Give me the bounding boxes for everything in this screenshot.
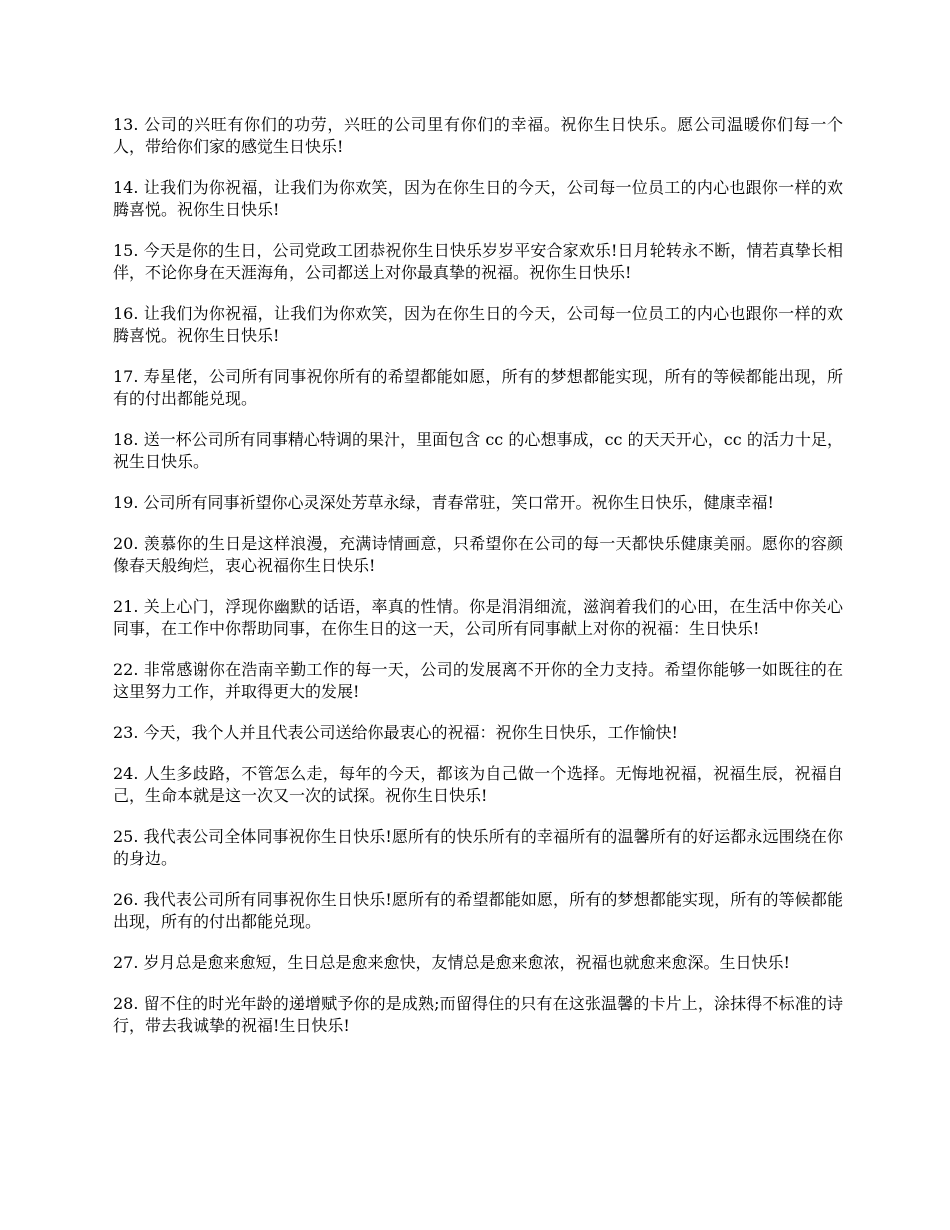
paragraph-23: 23. 今天，我个人并且代表公司送给你最衷心的祝福：祝你生日快乐，工作愉快!: [113, 723, 678, 742]
paragraph-17: 17. 寿星佬，公司所有同事祝你所有的希望都能如愿，所有的梦想都能实现，所有的等候都能出现，所有的付出都能兑现。: [113, 367, 843, 408]
paragraph-24: 24. 人生多歧路，不管怎么走，每年的今天，都该为自己做一个选择。无悔地祝福，祝福生辰，祝福自己，生命本就是这一次又一次的试探。祝你生日快乐!: [113, 764, 843, 805]
paragraph-26: 26. 我代表公司所有同事祝你生日快乐!愿所有的希望都能如愿，所有的梦想都能实现，所有的等候都能出现，所有的付出都能兑现。: [113, 890, 843, 931]
document-page: [113, 114, 843, 1056]
paragraph-21: 21. 关上心门，浮现你幽默的话语，率真的性情。你是涓涓细流，滋润着我们的心田，在生活中你关心同事，在工作中你帮助同事，在你生日的这一天，公司所有同事献上对你的祝福：生日快乐!: [113, 597, 843, 638]
paragraph-14: 14. 让我们为你祝福，让我们为你欢笑，因为在你生日的今天，公司每一位员工的内心也跟你一样的欢腾喜悦。祝你生日快乐!: [113, 178, 843, 219]
paragraph-18: 18. 送一杯公司所有同事精心特调的果汁，里面包含 cc 的心想事成，cc 的天天开心，cc 的活力十足，祝生日快乐。: [113, 430, 843, 471]
paragraph-27: 27. 岁月总是愈来愈短，生日总是愈来愈快，友情总是愈来愈浓，祝福也就愈来愈深。生日快乐!: [113, 953, 790, 972]
paragraph-20: 20. 羡慕你的生日是这样浪漫，充满诗情画意，只希望你在公司的每一天都快乐健康美丽。愿你的容颜像春天般绚烂，衷心祝福你生日快乐!: [113, 534, 843, 575]
paragraph-16: 16. 让我们为你祝福，让我们为你欢笑，因为在你生日的今天，公司每一位员工的内心也跟你一样的欢腾喜悦。祝你生日快乐!: [113, 304, 843, 345]
paragraph-19: 19. 公司所有同事祈望你心灵深处芳草永绿，青春常驻，笑口常开。祝你生日快乐，健康幸福!: [113, 493, 774, 512]
paragraph-22: 22. 非常感谢你在浩南辛勤工作的每一天，公司的发展离不开你的全力支持。希望你能够一如既往的在这里努力工作，并取得更大的发展!: [113, 660, 843, 701]
paragraph-28: 28. 留不住的时光年龄的递增赋予你的是成熟;而留得住的只有在这张温馨的卡片上，涂抹得不标准的诗行，带去我诚挚的祝福!生日快乐!: [113, 994, 843, 1035]
paragraph-15: 15. 今天是你的生日，公司党政工团恭祝你生日快乐岁岁平安合家欢乐!日月轮转永不断，情若真挚长相伴，不论你身在天涯海角，公司都送上对你最真挚的祝福。祝你生日快乐!: [113, 241, 843, 282]
paragraph-25: 25. 我代表公司全体同事祝你生日快乐!愿所有的快乐所有的幸福所有的温馨所有的好运都永远围绕在你的身边。: [113, 827, 843, 868]
paragraph-13: 13. 公司的兴旺有你们的功劳，兴旺的公司里有你们的幸福。祝你生日快乐。愿公司温暖你们每一个人，带给你们家的感觉生日快乐!: [113, 115, 843, 156]
